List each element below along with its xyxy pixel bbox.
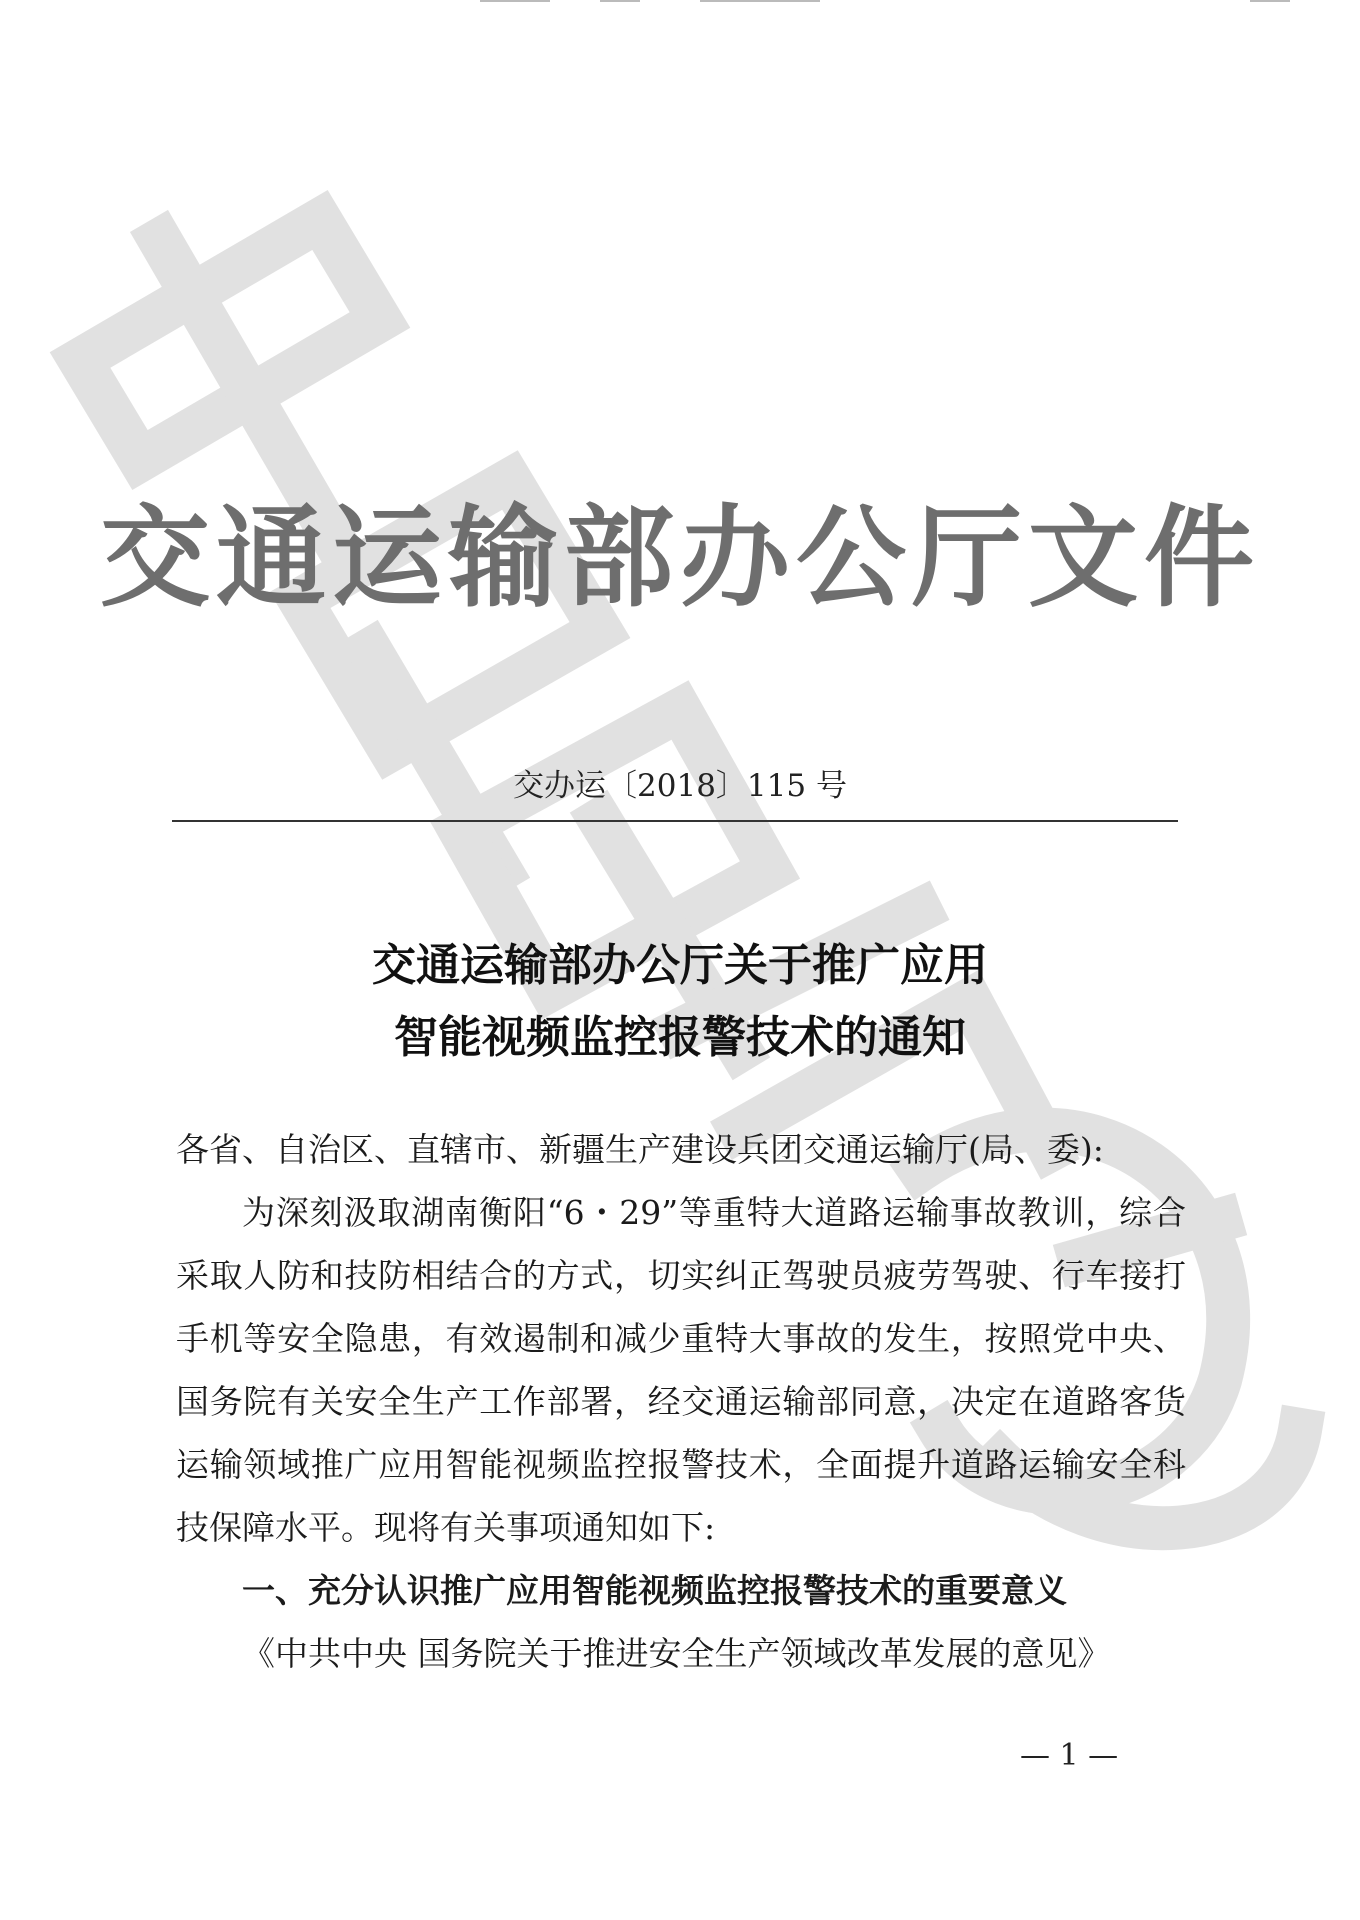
document-title <box>0 930 1360 1074</box>
paragraph: 为深刻汲取湖南衡阳“6・29”等重特大道路运输事故教训，综合采取人防和技防相结合的方式，切实纠正驾驶员疲劳驾驶、行车接打手机等安全隐患，有效遏制和减少重特大事故的发生，按照党中央、国务院有关安全生产工作部署，经交通运输部同意，决定在道路客货运输领域推广应用智能视频监控报警技术，全面提升道路运输安全科技保障水平。现将有关事项通知如下: <box>176 1193 1186 1547</box>
watermark-glyph-1 <box>80 220 380 460</box>
scan-edge-marks <box>0 0 1360 20</box>
title-line-2: 智能视频监控报警技术的通知 <box>394 1012 966 1063</box>
section-heading: 一、充分认识推广应用智能视频监控报警技术的重要意义 <box>242 1571 1067 1610</box>
title-line-1: 交通运输部办公厅关于推广应用 <box>372 940 988 991</box>
salutation: 各省、自治区、直辖市、新疆生产建设兵团交通运输厅(局、委): <box>176 1130 1104 1169</box>
paragraph: 《中共中央 国务院关于推进安全生产领域改革发展的意见》 <box>242 1634 1111 1673</box>
document-body <box>176 1118 1186 1685</box>
page-number: — 1 — <box>1020 1738 1119 1773</box>
document-number: 交办运〔2018〕115 号 <box>513 768 847 804</box>
issuing-authority-header: 交通运输部办公厅文件 <box>100 493 1260 622</box>
header-divider <box>172 820 1178 822</box>
